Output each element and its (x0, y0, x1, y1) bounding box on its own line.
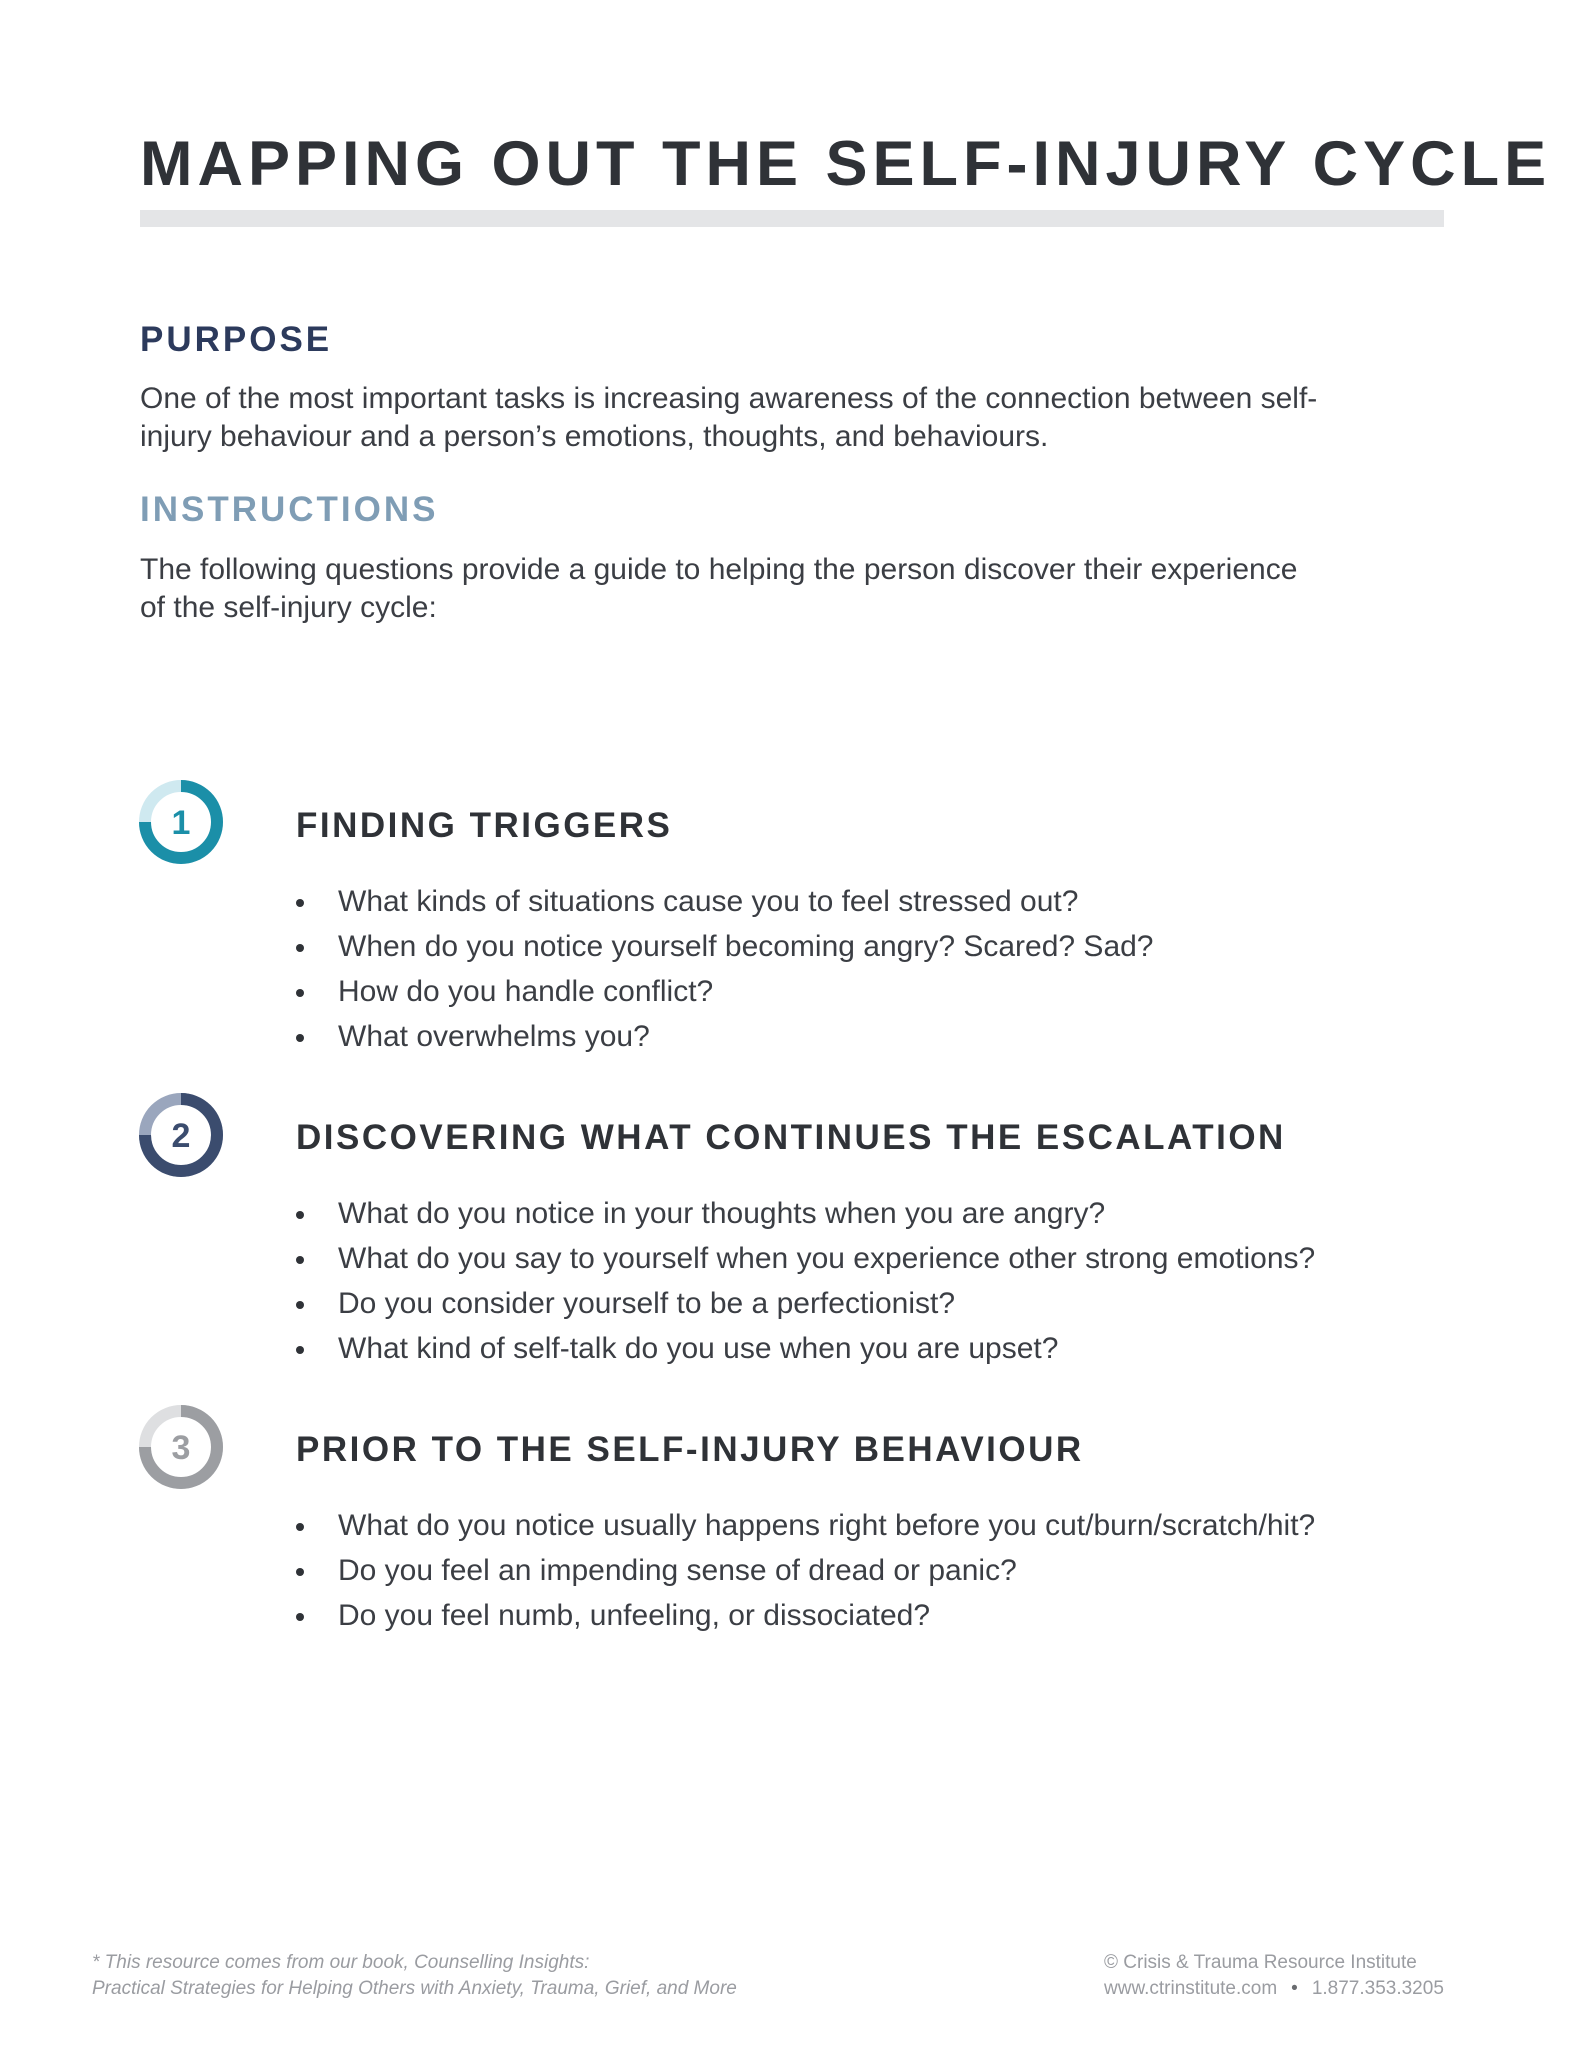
question-text: Do you feel an impending sense of dread or panic? (338, 1554, 1017, 1587)
list-item (296, 1191, 1476, 1236)
step-1-number: 1 (171, 804, 191, 842)
footer-credit-line: Practical Strategies for Helping Others with Anxiety, Trauma, Grief, and More (92, 1978, 737, 1999)
bullet-icon (296, 944, 304, 952)
question-text: When do you notice yourself becoming angry? Scared? Sad? (338, 930, 1154, 963)
list-item (296, 1014, 1476, 1059)
question-text: What overwhelms you? (338, 1020, 650, 1053)
bullet-icon (296, 1256, 304, 1264)
bullet-icon (296, 989, 304, 997)
list-item (296, 1548, 1476, 1593)
purpose-text (140, 380, 1420, 456)
footer-credit-line: * This resource comes from our book, Counselling Insights: (92, 1952, 590, 1973)
bullet-icon (296, 1346, 304, 1354)
bullet-icon (296, 1211, 304, 1219)
question-text: What kinds of situations cause you to feel stressed out? (338, 885, 1079, 918)
question-text: What do you say to yourself when you experience other strong emotions? (338, 1242, 1316, 1275)
instructions-line: The following questions provide a guide to helping the person discover their experience (140, 553, 1298, 586)
bullet-icon (296, 899, 304, 907)
footer-book-credit (92, 1950, 737, 2002)
page-title: MAPPING OUT THE SELF-INJURY CYCLE (140, 129, 1552, 199)
step-1-heading: FINDING TRIGGERS (296, 806, 673, 845)
step-2-heading: DISCOVERING WHAT CONTINUES THE ESCALATION (296, 1118, 1286, 1157)
instructions-text (140, 551, 1420, 627)
title-underline (140, 210, 1444, 227)
list-item (296, 1503, 1476, 1548)
instructions-line: of the self-injury cycle: (140, 591, 437, 624)
question-text: What do you notice usually happens right before you cut/burn/scratch/hit? (338, 1509, 1316, 1542)
purpose-heading: PURPOSE (140, 320, 333, 359)
step-3-progress-icon (138, 1404, 224, 1490)
footer-copyright: © Crisis & Trauma Resource Institute (1104, 1952, 1417, 1973)
step-1-progress-icon (138, 779, 224, 865)
list-item (296, 1326, 1476, 1371)
bullet-icon (296, 1523, 304, 1531)
step-1-question-list (296, 879, 1476, 1059)
purpose-line: injury behaviour and a person’s emotions, thoughts, and behaviours. (140, 420, 1049, 453)
question-text: Do you feel numb, unfeeling, or dissociated? (338, 1599, 931, 1632)
separator-dot-icon: • (1291, 1978, 1298, 1999)
question-text: What kind of self-talk do you use when you are upset? (338, 1332, 1059, 1365)
step-2-progress-icon (138, 1092, 224, 1178)
list-item (296, 879, 1476, 924)
list-item (296, 1593, 1476, 1638)
question-text: Do you consider yourself to be a perfectionist? (338, 1287, 956, 1320)
list-item (296, 1236, 1476, 1281)
bullet-icon (296, 1568, 304, 1576)
list-item (296, 1281, 1476, 1326)
instructions-heading: INSTRUCTIONS (140, 490, 439, 529)
purpose-line: One of the most important tasks is increasing awareness of the connection between self- (140, 382, 1318, 415)
footer-phone: 1.877.353.3205 (1311, 1978, 1444, 1999)
bullet-icon (296, 1301, 304, 1309)
step-3-heading: PRIOR TO THE SELF-INJURY BEHAVIOUR (296, 1430, 1084, 1469)
footer-contact (1104, 1950, 1444, 2002)
question-text: How do you handle conflict? (338, 975, 714, 1008)
list-item (296, 969, 1476, 1014)
footer-website-link[interactable]: www.ctrinstitute.com (1104, 1978, 1278, 1999)
step-2-question-list (296, 1191, 1476, 1371)
step-3-question-list (296, 1503, 1476, 1638)
question-text: What do you notice in your thoughts when you are angry? (338, 1197, 1106, 1230)
bullet-icon (296, 1613, 304, 1621)
bullet-icon (296, 1034, 304, 1042)
step-3-number: 3 (171, 1429, 191, 1467)
step-2-number: 2 (171, 1117, 191, 1155)
list-item (296, 924, 1476, 969)
